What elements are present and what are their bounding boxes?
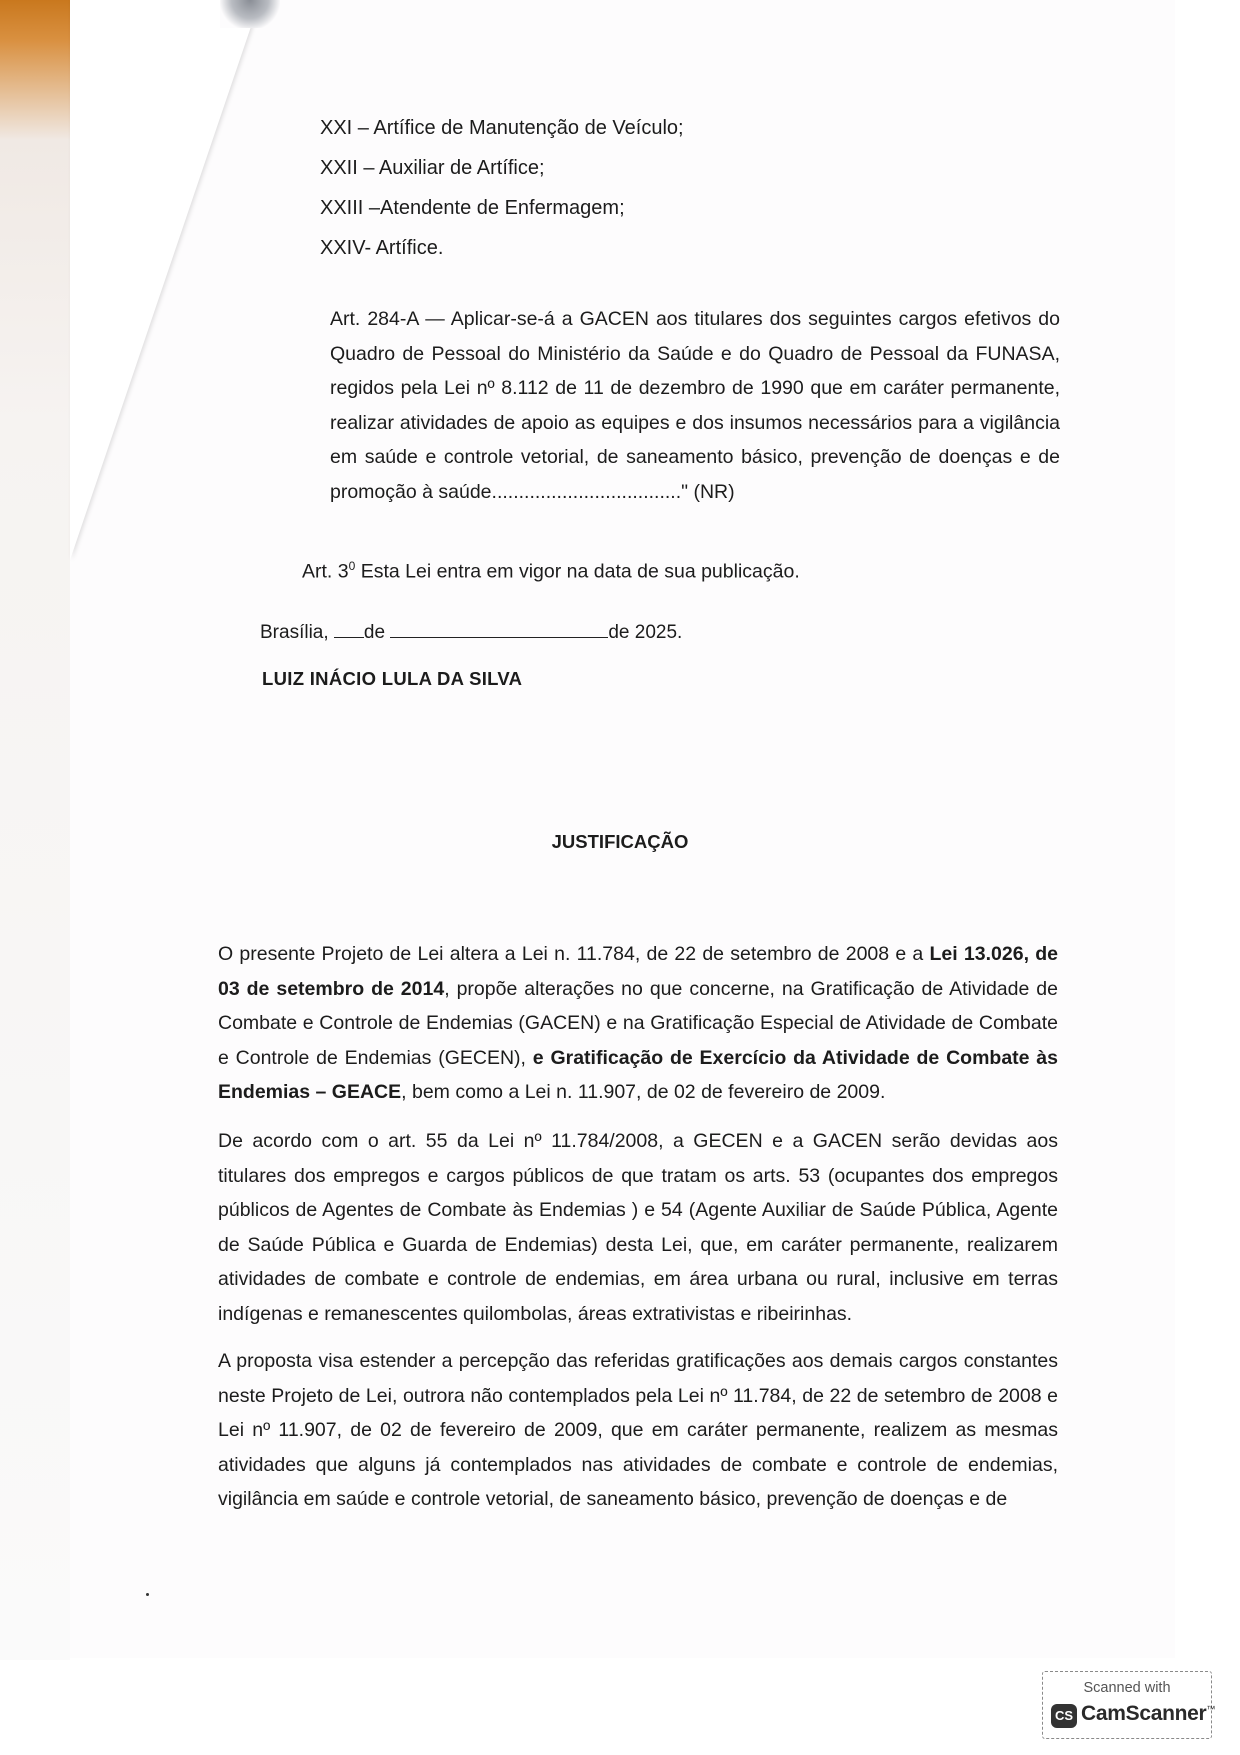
justification-paragraph-1 xyxy=(218,937,1058,1110)
camscanner-name xyxy=(1081,1702,1215,1726)
list-item: XXI – Artífice de Manutenção de Veículo; xyxy=(320,117,684,139)
binder-clip-shadow xyxy=(220,0,280,28)
scanned-with-label: Scanned with xyxy=(1083,1680,1171,1696)
camscanner-logo-icon: CS xyxy=(1051,1704,1077,1728)
camscanner-name-text: CamScanner xyxy=(1081,1702,1207,1725)
trademark-symbol: ™ xyxy=(1206,1704,1216,1714)
article-284a: Art. 284-A — Aplicar-se-á a GACEN aos titulares dos seguintes cargos efetivos do Quadro de Pessoal do Ministério da Saúde e do Quadro de Pessoal da FUNASA, regidos pela Lei nº 8.112 de 11 de dezembro de 1990 que em caráter permanente, realizar atividades de apoio as equipes e dos insumos necessários para a vigilância em saúde e controle vetorial, de saneamento básico, prevenção de doenças e de promoção à saúde..................................." (NR) xyxy=(330,308,1060,503)
camscanner-watermark xyxy=(1042,1671,1216,1739)
signature-date-line xyxy=(260,616,682,651)
page-fold xyxy=(70,0,260,560)
p1-text-e: , bem como a Lei n. 11.907, de 02 de fevereiro de 2009. xyxy=(401,1081,886,1104)
article-3-ordinal: 0 xyxy=(348,559,356,573)
justification-paragraph-3: A proposta visa estender a percepção das referidas gratificações aos demais cargos constantes neste Projeto de Lei, outrora não contemplados pela Lei nº 11.784, de 22 de setembro de 2008 e Lei nº 11.907, de 02 de fevereiro de 2009, que em caráter permanente, realizem as mesmas atividades que alguns já contemplados nas atividades de combate e controle de endemias, vigilância em saúde e controle vetorial, de saneamento básico, prevenção de doenças e de xyxy=(218,1350,1058,1511)
de-label-2: de 2025. xyxy=(608,622,683,643)
justification-paragraph-2: De acordo com o art. 55 da Lei nº 11.784/2008, a GECEN e a GACEN serão devidas aos titulares dos empregos e cargos públicos de que tratam os arts. 53 (ocupantes dos empregos públicos de Agentes de Combate às Endemias ) e 54 (Agente Auxiliar de Saúde Pública, Agente de Saúde Pública e Guarda de Endemias) desta Lei, que, em caráter permanente, realizarem atividades de combate e controle de endemias, em área urbana ou rural, inclusive em terras indígenas e remanescentes quilombolas, áreas extrativistas e ribeirinhas. xyxy=(218,1130,1058,1325)
scan-speck xyxy=(146,1593,149,1596)
justification-heading: JUSTIFICAÇÃO xyxy=(551,831,689,852)
list-item: XXII – Auxiliar de Artífice; xyxy=(320,157,545,179)
list-item: XXIV- Artífice. xyxy=(320,237,444,259)
list-item: XXIII –Atendente de Enfermagem; xyxy=(320,197,625,219)
de-label-1: de xyxy=(363,622,391,643)
p1-text-a: O presente Projeto de Lei altera a Lei n. 11.784, de 22 de setembro de 2008 e a xyxy=(218,943,930,965)
article-3-text: Esta Lei entra em vigor na data de sua publicação. xyxy=(355,560,800,583)
place-label: Brasília, xyxy=(260,622,334,643)
article-3-prefix: Art. 3 xyxy=(302,560,349,583)
p1-text-c: , propõe alterações no que concerne, na Gratificação de Atividade de Combate e Controle de Endemias (GACEN) e na Gratificação Especial de Atividade de Combate e Controle de Endemias (GECEN), xyxy=(218,977,1058,1069)
p1-law-13026: Lei 13.026, de 03 de setembro de 2014 xyxy=(218,943,1058,1000)
p1-geace: e Gratificação de Exercício da Atividade de Combate às Endemias – GEACE xyxy=(218,1046,1059,1104)
signatory-name: LUIZ INÁCIO LULA DA SILVA xyxy=(262,668,523,689)
article-3 xyxy=(302,549,800,589)
day-blank xyxy=(334,623,364,638)
month-blank xyxy=(390,623,608,638)
article-items-list xyxy=(320,108,684,268)
